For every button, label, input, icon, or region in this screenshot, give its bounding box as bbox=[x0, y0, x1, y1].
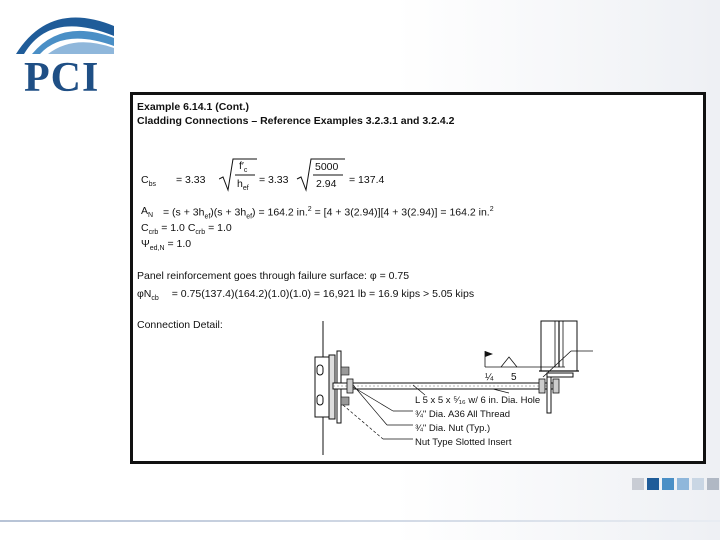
panel-reinforcement-text: Panel reinforcement goes through failure surface: φ = 0.75 bbox=[137, 270, 410, 282]
pci-logo bbox=[10, 6, 118, 101]
insert-label: Nut Type Slotted Insert bbox=[415, 437, 512, 448]
footer-squares bbox=[632, 478, 719, 490]
nut-label: ¾" Dia. Nut (Typ.) bbox=[415, 423, 491, 434]
footer-line bbox=[0, 520, 720, 522]
example-subtitle: Cladding Connections – Reference Examples 3.2.3.1 and 3.2.4.2 bbox=[137, 115, 455, 127]
connection-detail-label: Connection Detail: bbox=[137, 319, 223, 331]
ccrb-equation: $C_{crb} = 1.0$ $C_{crb} = 1.0$ bbox=[141, 222, 232, 237]
footer-square bbox=[692, 478, 704, 490]
phi-n-equation: $\varphi N_{cb} = 0.75(137.4)(164.2)(1.0)(1.0) = 16,921$ lb = 16.9 kips > 5.05 kips bbox=[137, 288, 475, 303]
footer-square bbox=[647, 478, 659, 490]
slide-content: Example 6.14.1 (Cont.) Cladding Connections – Reference Examples 3.2.3.1 and 3.2.4.2 $C_{bs}$ = 3.33 $f'_c$ $h_{ef}$ = 3.33 5000 2.94 = 137.4 $A_N$ = $(s + 3h_{ef})(s + 3h_{ef}) = 164.2$ in.$^2$ = [4 + 3(2.94)][4 + 3(2.94)] = 164.2 in.$^2$ $C_{crb} = 1.0$ $C_{crb} = 1.0$ $\Psi_{ed,N} = 1.0$ Panel reinforcement goes through failure surface: φ = 0.75 $\varphi N_{cb} = 0.75(137.4)(164.2)(1.0)(1.0) = 16,921$ lb = 16.9 kips > 5.05 kips Connection Detail: ¼ 5 L 5 x 5 x ⁵⁄₁₆ w/ 6 in. Dia. Hole ¾" Dia. A36 All Thread ¾" Dia. Nut (Typ.) Nut Type Slotted Insert bbox=[130, 92, 706, 464]
footer-square bbox=[677, 478, 689, 490]
footer-square bbox=[707, 478, 719, 490]
psi-equation: $\Psi_{ed,N} = 1.0$ bbox=[141, 238, 192, 253]
example-title: Example 6.14.1 (Cont.) bbox=[137, 101, 250, 113]
logo-arches-icon bbox=[10, 6, 118, 56]
angle-label: L 5 x 5 x ⁵⁄₁₆ w/ 6 in. Dia. Hole bbox=[415, 395, 541, 406]
logo-text: PCI bbox=[24, 55, 100, 101]
weld-size-label: ¼ bbox=[485, 372, 494, 383]
footer-square bbox=[632, 478, 644, 490]
thread-label: ¾" Dia. A36 All Thread bbox=[415, 409, 511, 420]
leader-lines bbox=[333, 381, 573, 461]
weld-length-label: 5 bbox=[511, 372, 517, 383]
footer-square bbox=[662, 478, 674, 490]
